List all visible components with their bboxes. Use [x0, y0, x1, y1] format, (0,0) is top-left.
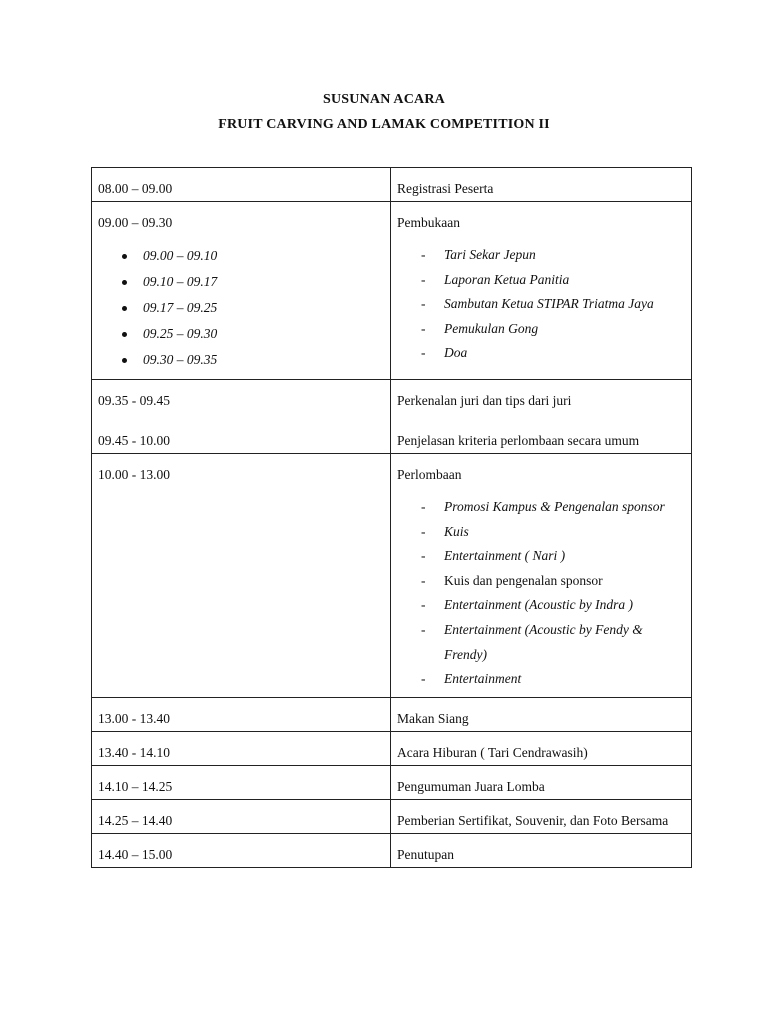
list-item: - Doa — [397, 341, 685, 366]
list-item: 09.25 – 09.30 — [98, 321, 384, 347]
activity-cell: Registrasi Peserta — [391, 168, 692, 202]
list-item: - Laporan Ketua Panitia — [397, 268, 685, 293]
table-row — [92, 800, 692, 834]
list-item: - Tari Sekar Jepun — [397, 243, 685, 268]
activity-cell: Penutupan — [391, 834, 692, 868]
document-title: SUSUNAN ACARA — [322, 92, 445, 107]
time-cell: 08.00 – 09.00 — [92, 168, 391, 202]
list-item: 09.00 – 09.10 — [98, 243, 384, 269]
time-cell: 13.40 - 14.10 — [92, 732, 391, 766]
list-item: 09.17 – 09.25 — [98, 295, 384, 321]
activity-cell: Pemberian Sertifikat, Souvenir, dan Foto Bersama — [391, 800, 692, 834]
list-item: - Pemukulan Gong — [397, 317, 685, 342]
activity-cell — [391, 380, 692, 454]
activity-main: Perkenalan juri dan tips dari juri — [397, 393, 572, 408]
table-row — [92, 454, 692, 698]
table-row — [92, 766, 692, 800]
activity-cell: Makan Siang — [391, 698, 692, 732]
table-row — [92, 168, 692, 202]
list-item: - Entertainment (Acoustic by Indra ) — [397, 593, 685, 618]
schedule-table — [91, 167, 692, 868]
list-item: - Entertainment (Acoustic by Fendy & Frendy) — [397, 618, 685, 667]
time-cell: 13.00 - 13.40 — [92, 698, 391, 732]
activity-cell — [391, 454, 692, 698]
spacer — [98, 413, 384, 429]
time-cell: 14.25 – 14.40 — [92, 800, 391, 834]
time-main: 09.35 - 09.45 — [98, 393, 170, 408]
sub-item-list — [397, 243, 685, 366]
table-row — [92, 732, 692, 766]
table-row — [92, 202, 692, 380]
time-cell: 14.10 – 14.25 — [92, 766, 391, 800]
spacer — [397, 413, 685, 429]
activity-main: Pembukaan — [397, 215, 460, 230]
activity-main: Perlombaan — [397, 467, 462, 482]
list-item: - Kuis dan pengenalan sponsor — [397, 569, 685, 594]
document-subtitle: FRUIT CARVING AND LAMAK COMPETITION II — [218, 117, 550, 132]
time-secondary: 09.45 - 10.00 — [98, 433, 170, 448]
list-item: - Kuis — [397, 520, 685, 545]
list-item: 09.30 – 09.35 — [98, 347, 384, 373]
list-item: - Promosi Kampus & Pengenalan sponsor — [397, 495, 685, 520]
table-row — [92, 380, 692, 454]
table-row — [92, 698, 692, 732]
sub-item-list — [397, 495, 685, 692]
table-row — [92, 834, 692, 868]
time-cell — [92, 380, 391, 454]
time-cell — [92, 202, 391, 380]
time-main: 09.00 – 09.30 — [98, 215, 173, 230]
activity-cell: Acara Hiburan ( Tari Cendrawasih) — [391, 732, 692, 766]
activity-cell — [391, 202, 692, 380]
activity-cell: Pengumuman Juara Lomba — [391, 766, 692, 800]
list-item: - Sambutan Ketua STIPAR Triatma Jaya — [397, 292, 685, 317]
list-item: 09.10 – 09.17 — [98, 269, 384, 295]
sub-time-list — [98, 243, 384, 373]
time-cell: 14.40 – 15.00 — [92, 834, 391, 868]
activity-secondary: Penjelasan kriteria perlombaan secara umum — [397, 433, 640, 448]
time-cell: 10.00 - 13.00 — [92, 454, 391, 698]
list-item: - Entertainment ( Nari ) — [397, 544, 685, 569]
list-item: - Entertainment — [397, 667, 685, 692]
